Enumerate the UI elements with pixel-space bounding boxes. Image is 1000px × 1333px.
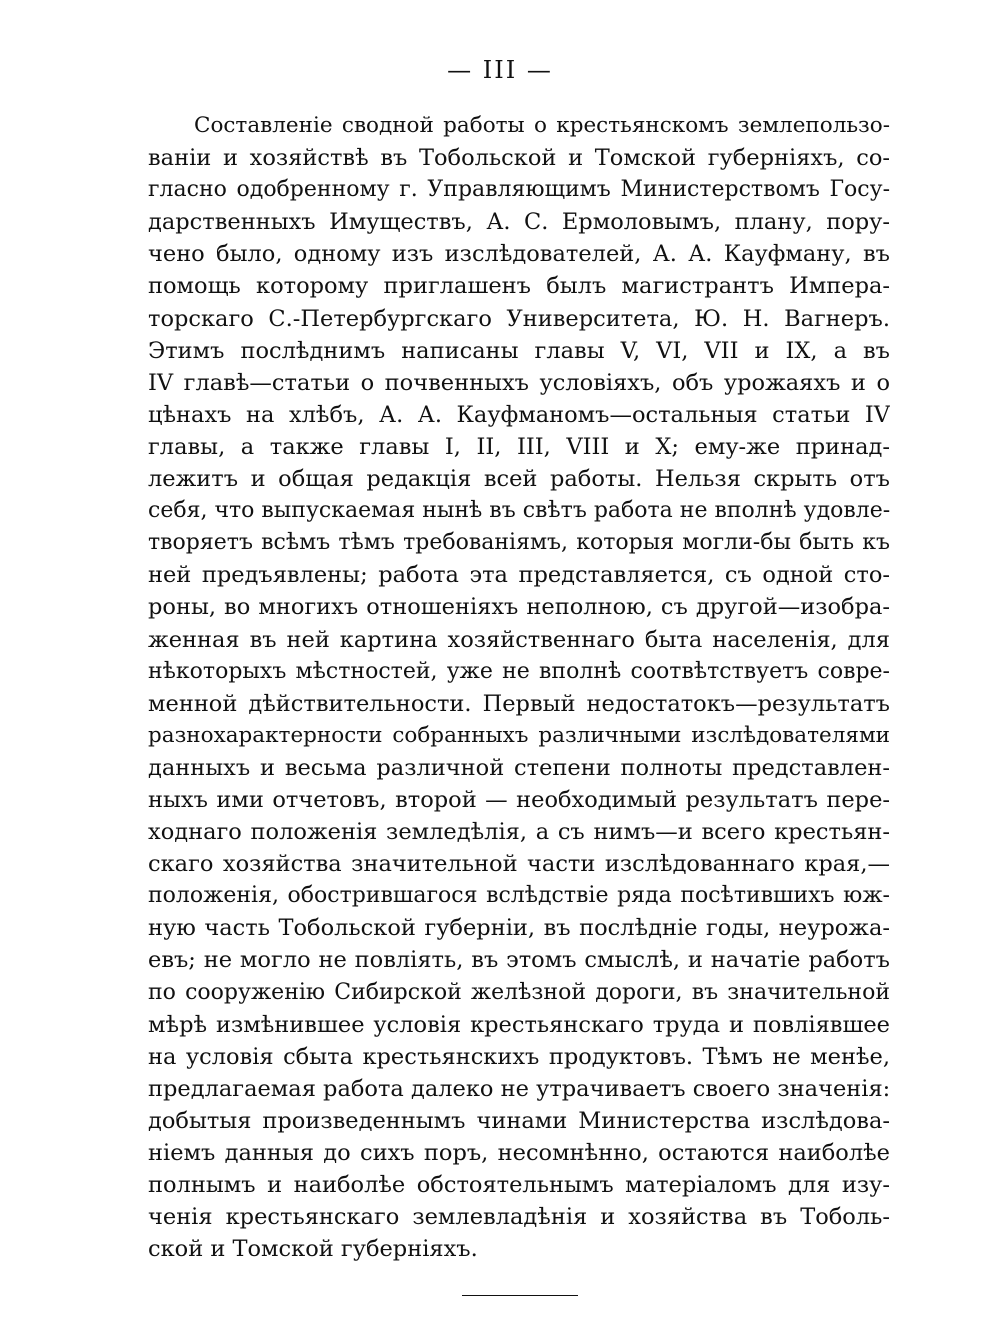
text-line: добытыя произведеннымъ чинами Министерства изслѣдова- xyxy=(148,1107,890,1134)
text-line: нѣкоторыхъ мѣстностей, уже не вполнѣ соотвѣтствуетъ совре- xyxy=(148,658,890,684)
text-line: ченія крестьянскаго землевладѣнія и хозяйства въ Тоболь- xyxy=(148,1204,890,1231)
text-line: торскаго С.-Петербургскаго Университета, Ю. Н. Вагнеръ. xyxy=(148,305,890,332)
text-line: ваніи и хозяйствѣ въ Тобольской и Томской губерніяхъ, со- xyxy=(148,145,890,172)
text-line: помощь которому приглашенъ былъ магистрантъ Импера- xyxy=(148,273,890,300)
text-line: главы, а также главы I, II, III, VIII и X; ему-же принад- xyxy=(148,433,890,460)
text-line: себя, что выпускаемая нынѣ въ свѣтъ работа не вполнѣ удовле- xyxy=(148,498,890,524)
text-line: женная въ ней картина хозяйственнаго быта населенія, для xyxy=(148,626,890,653)
end-rule-divider xyxy=(462,1295,578,1296)
text-line: данныхъ и весьма различной степени полноты представлен- xyxy=(148,754,890,781)
text-line: ную часть Тобольской губерніи, въ послѣдніе годы, неурожа- xyxy=(148,915,890,942)
text-line: ской и Томской губерніяхъ. xyxy=(148,1236,478,1263)
text-line: IV главѣ—статьи о почвенныхъ условіяхъ, объ урожаяхъ и о xyxy=(148,369,890,396)
text-line: ніемъ данныя до сихъ поръ, несомнѣнно, остаются наиболѣе xyxy=(148,1140,890,1166)
text-line: творяетъ всѣмъ тѣмъ требованіямъ, которыя могли-бы быть къ xyxy=(148,530,890,556)
text-line: мѣрѣ измѣнившее условія крестьянскаго труда и повліявшее xyxy=(148,1011,890,1038)
page-number: — III — xyxy=(447,56,553,84)
text-line: разнохарактерности собранныхъ различными изслѣдователями xyxy=(148,722,890,748)
text-line: лежитъ и общая редакція всей работы. Нельзя скрыть отъ xyxy=(148,466,890,493)
text-line: на условія сбыта крестьянскихъ продуктовъ. Тѣмъ не менѣе, xyxy=(148,1043,890,1070)
text-line: ныхъ ими отчетовъ, второй — необходимый результатъ пере- xyxy=(148,786,890,813)
text-line: роны, во многихъ отношеніяхъ неполною, съ другой—изобра- xyxy=(148,594,890,621)
body-paragraph xyxy=(148,110,890,1265)
text-line: положенія, обострившагося вслѣдствіе ряда посѣтившихъ юж- xyxy=(148,883,890,909)
text-line: Составленіе сводной работы о крестьянскомъ землепользо- xyxy=(194,113,890,138)
text-line: ходнаго положенія земледѣлія, а съ нимъ—и всего крестьян- xyxy=(148,819,890,846)
text-line: гласно одобренному г. Управляющимъ Министерствомъ Госу- xyxy=(148,177,890,203)
text-line: чено было, одному изъ изслѣдователей, А. А. Кауфману, въ xyxy=(148,241,890,268)
text-line: полнымъ и наиболѣе обстоятельнымъ матеріаломъ для изу- xyxy=(148,1172,890,1199)
text-line: ней предъявлены; работа эта представляется, съ одной сто- xyxy=(148,562,890,589)
text-line: скаго хозяйства значительной части изслѣдованнаго края,— xyxy=(148,851,890,878)
text-line: Этимъ послѣднимъ написаны главы V, VI, VII и IX, а въ xyxy=(148,337,890,364)
text-line: менной дѣйствительности. Первый недостатокъ—результатъ xyxy=(148,690,890,717)
text-line: предлагаемая работа далеко не утрачиваетъ своего значенія: xyxy=(148,1075,890,1102)
text-line: цѣнахъ на хлѣбъ, А. А. Кауфманомъ—остальныя статьи IV xyxy=(148,401,890,428)
text-line: евъ; не могло не повліять, въ этомъ смыслѣ, и начатіе работъ xyxy=(148,947,890,974)
text-line: по сооруженію Сибирской желѣзной дороги, въ значительной xyxy=(148,979,890,1005)
text-line: дарственныхъ Имуществъ, А. С. Ермоловымъ, плану, пору- xyxy=(148,209,890,236)
